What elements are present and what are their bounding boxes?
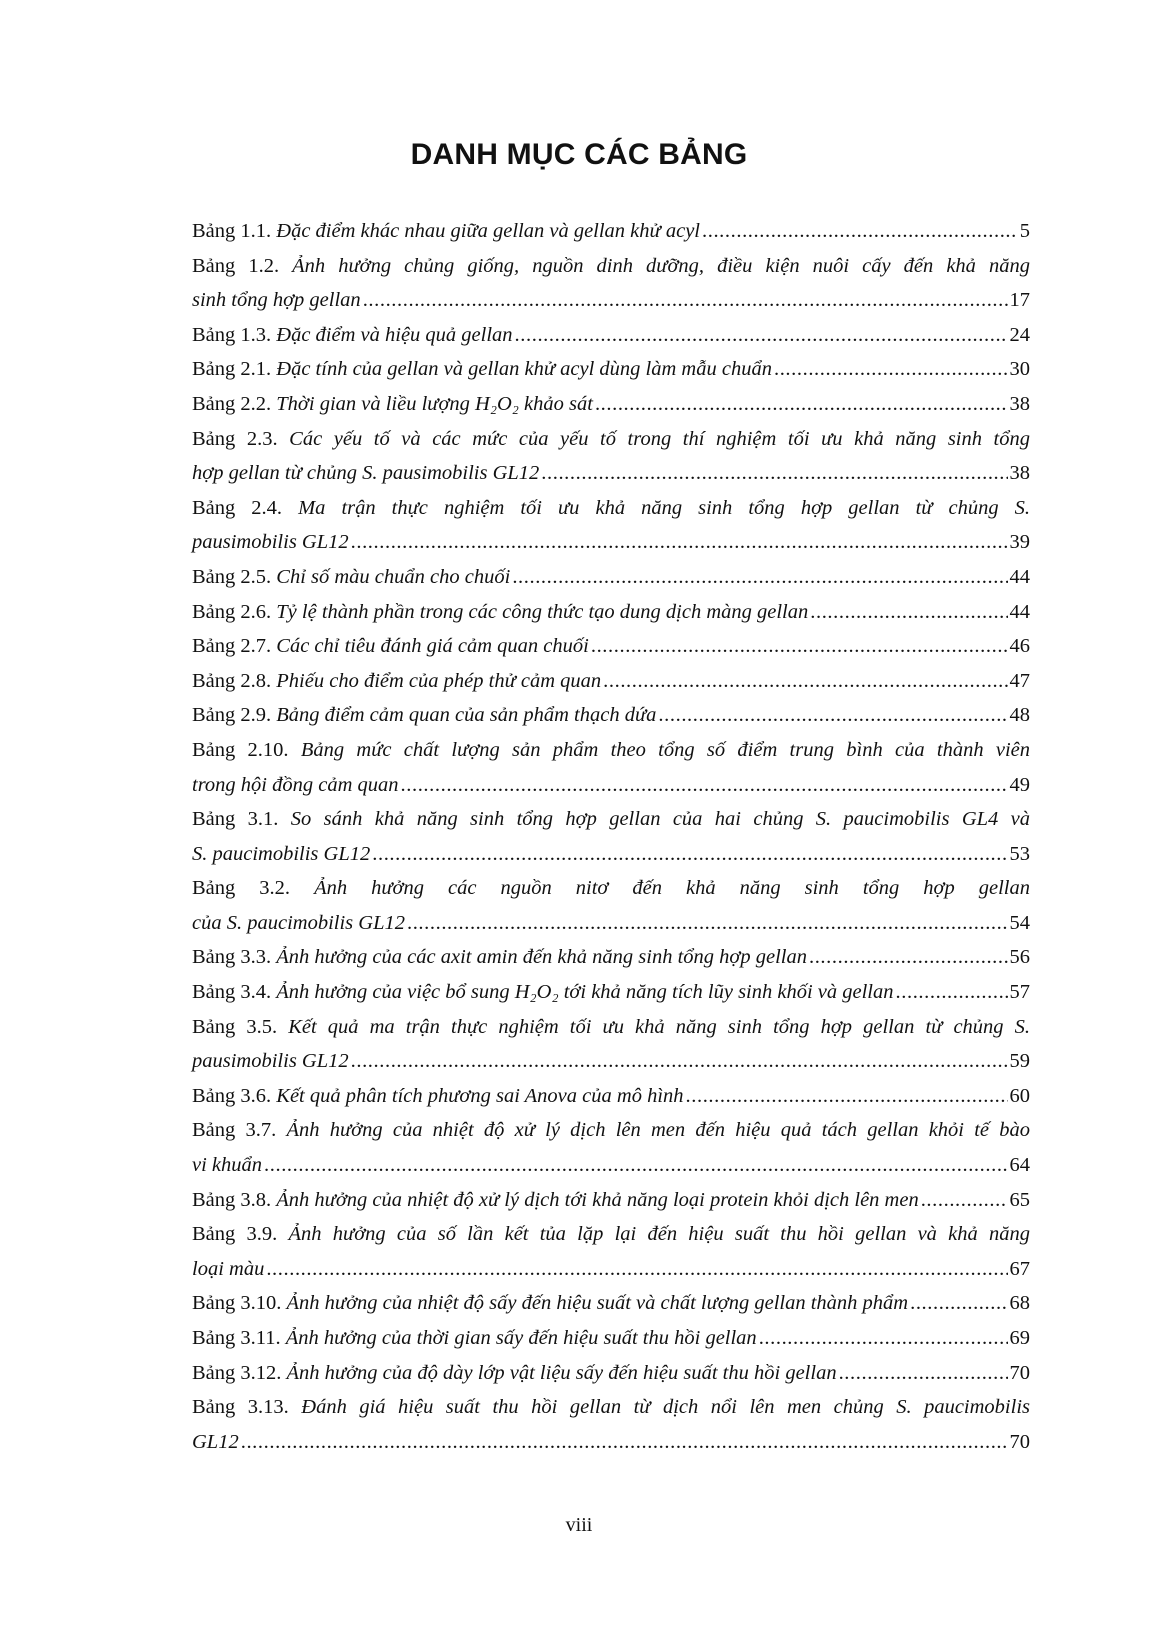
page-ref: 57 [1009,981,1030,1004]
toc-entry[interactable] [192,249,1030,318]
table-label: Bảng 2.4. [192,496,283,519]
table-caption-continued: S. paucimobilis GL12 [192,842,371,865]
table-caption: Phiếu cho điểm của phép thử cảm quan [276,669,602,692]
toc-entry[interactable] [192,387,1030,422]
table-label: Bảng 3.5. [192,1015,278,1038]
table-caption: Ảnh hưởng của thời gian sấy đến hiệu suất thu hồi gellan [285,1327,757,1349]
toc-entry[interactable] [192,422,1030,491]
toc-entry[interactable] [192,664,1030,699]
table-label: Bảng 2.8. [192,669,272,692]
table-caption: Đánh giá hiệu suất thu hồi gellan từ dịch nổi lên men chủng S. paucimobilis [301,1396,1030,1419]
dot-leader [910,1286,1007,1321]
page-ref: 17 [1009,289,1030,312]
page-ref: 44 [1009,565,1030,588]
page-ref: 38 [1009,392,1030,415]
dot-leader [372,837,1007,872]
table-caption: Ảnh hưởng của các axit amin đến khả năng sinh tổng hợp gellan [276,946,807,969]
dot-leader [809,940,1008,975]
table-caption: Tỷ lệ thành phần trong các công thức tạo dung dịch màng gellan [276,600,809,623]
page-ref: 48 [1009,704,1030,727]
table-label: Bảng 2.9. [192,704,272,727]
dot-leader [686,1079,1008,1114]
page-number: viii [565,1514,593,1536]
table-caption: Ảnh hưởng của nhiệt độ xử lý dịch tới khả năng loại protein khỏi dịch lên men [276,1188,919,1211]
table-label: Bảng 3.10. [192,1292,282,1315]
toc-entry[interactable] [192,1113,1030,1182]
table-caption: Các yếu tố và các mức của yếu tố trong thí nghiệm tối ưu khả năng sinh tổng [289,427,1031,450]
table-label: Bảng 1.3. [192,323,272,346]
page-ref: 64 [1009,1154,1030,1177]
toc-entry[interactable] [192,802,1030,871]
dot-leader [363,283,1008,318]
table-label: Bảng 3.1. [192,808,279,831]
page-ref: 67 [1009,1257,1030,1280]
dot-leader [541,456,1007,491]
dot-leader [591,629,1008,664]
dot-leader [351,1044,1008,1079]
page-title: DANH MỤC CÁC BẢNG [410,138,748,171]
page-ref: 5 [1019,220,1030,242]
page-ref: 24 [1009,323,1030,346]
toc-entry[interactable] [192,975,1030,1010]
dot-leader [401,768,1008,803]
table-label: Bảng 3.12. [192,1361,282,1384]
toc-entry[interactable] [192,1010,1030,1079]
table-label: Bảng 2.2. [192,392,272,415]
dot-leader [896,975,1008,1010]
page-ref: 39 [1009,531,1030,554]
table-label: Bảng 3.7. [192,1119,277,1142]
table-label: Bảng 1.2. [192,254,280,277]
page-ref: 70 [1009,1361,1030,1384]
toc-entry[interactable] [192,1217,1030,1286]
table-caption: So sánh khả năng sinh tổng hợp gellan của hai chủng S. paucimobilis GL4 và [290,808,1030,831]
dot-leader [264,1148,1007,1183]
table-caption: Kết quả ma trận thực nghiệm tối ưu khả năng sinh tổng hợp gellan từ chủng S. [288,1015,1031,1038]
toc-entry[interactable] [192,560,1030,595]
table-caption-continued: của S. paucimobilis GL12 [192,911,405,934]
toc-entry[interactable] [192,871,1030,940]
page-ref: 54 [1009,911,1030,934]
table-caption-continued: hợp gellan từ chủng S. pausimobilis GL12 [192,462,540,485]
page-ref: 47 [1009,669,1030,692]
page-ref: 56 [1009,946,1030,969]
dot-leader [921,1183,1008,1218]
page-ref: 30 [1009,358,1030,381]
table-caption: Đặc điểm và hiệu quả gellan [276,323,513,346]
table-label: Bảng 3.9. [192,1223,278,1246]
table-caption: Ảnh hưởng của nhiệt độ xử lý dịch lên men đến hiệu quả tách gellan khỏi tế bào [286,1119,1030,1142]
toc-entry[interactable] [192,318,1030,353]
dot-leader [774,352,1008,387]
table-label: Bảng 2.10. [192,738,289,761]
toc-entry[interactable] [192,1356,1030,1391]
page-ref: 53 [1009,842,1030,865]
toc-entry[interactable] [192,1079,1030,1114]
toc-entry[interactable] [192,629,1030,664]
dot-leader [407,906,1008,941]
dot-leader [702,214,1018,249]
table-caption: Đặc điểm khác nhau giữa gellan và gellan khử acyl [276,220,700,242]
dot-leader [839,1356,1008,1391]
dot-leader [658,698,1007,733]
dot-leader [266,1252,1007,1287]
table-label: Bảng 2.1. [192,358,272,381]
dot-leader [241,1425,1008,1460]
toc-entry[interactable] [192,1321,1030,1356]
table-caption-continued: loại màu [192,1257,265,1280]
page-ref: 46 [1009,635,1030,658]
dot-leader [351,525,1008,560]
page-ref: 38 [1009,462,1030,485]
table-caption-continued: pausimobilis GL12 [192,1050,349,1073]
toc-entry[interactable] [192,1183,1030,1218]
toc-entry[interactable] [192,733,1030,802]
table-caption: Các chỉ tiêu đánh giá cảm quan chuối [276,635,589,658]
table-caption-continued: sinh tổng hợp gellan [192,289,361,312]
table-label: Bảng 3.4. [192,981,272,1004]
page-ref: 69 [1009,1327,1030,1349]
dot-leader [512,560,1007,595]
table-caption: Ảnh hưởng chủng giống, nguồn dinh dưỡng, điều kiện nuôi cấy đến khả năng [292,254,1030,277]
table-caption: Thời gian và liều lượng H₂O₂ khảo sát [276,392,593,415]
table-caption-continued: vi khuẩn [192,1154,263,1177]
table-caption-continued: GL12 [192,1430,239,1453]
table-label: Bảng 2.3. [192,427,278,450]
page-ref: 70 [1009,1430,1030,1453]
page-ref: 49 [1009,773,1030,796]
page-ref: 59 [1009,1050,1030,1073]
table-caption-continued: pausimobilis GL12 [192,531,349,554]
page-ref: 68 [1009,1292,1030,1315]
page-ref: 60 [1009,1084,1030,1107]
table-caption: Ma trận thực nghiệm tối ưu khả năng sinh tổng hợp gellan từ chủng S. [298,496,1030,519]
toc-entry[interactable] [192,595,1030,630]
toc-entry[interactable] [192,352,1030,387]
table-label: Bảng 3.11. [192,1327,281,1349]
table-label: Bảng 3.13. [192,1396,289,1419]
table-label: Bảng 2.7. [192,635,272,658]
table-label: Bảng 1.1. [192,220,272,242]
table-label: Bảng 2.5. [192,565,272,588]
table-caption: Ảnh hưởng của nhiệt độ sấy đến hiệu suất và chất lượng gellan thành phẩm [286,1292,909,1315]
table-list [192,214,1030,1459]
table-label: Bảng 3.8. [192,1188,272,1211]
table-caption-continued: trong hội đồng cảm quan [192,773,399,796]
table-caption: Chỉ số màu chuẩn cho chuối [276,565,511,588]
table-caption: Bảng mức chất lượng sản phẩm theo tổng số điểm trung bình của thành viên [300,738,1031,761]
table-caption: Đặc tính của gellan và gellan khử acyl dùng làm mẫu chuẩn [276,358,772,381]
dot-leader [595,387,1008,422]
toc-entry[interactable] [192,1390,1030,1459]
toc-entry[interactable] [192,491,1030,560]
table-caption: Kết quả phân tích phương sai Anova của mô hình [276,1084,684,1107]
toc-entry[interactable] [192,1286,1030,1321]
table-caption: Ảnh hưởng của số lần kết tủa lặp lại đến hiệu suất thu hồi gellan và khả năng [288,1223,1031,1246]
table-caption: Ảnh hưởng của việc bổ sung H₂O₂ tới khả năng tích lũy sinh khối và gellan [276,981,894,1004]
dot-leader [759,1321,1008,1356]
table-caption: Ảnh hưởng các nguồn nitơ đến khả năng sinh tổng hợp gellan [314,877,1030,900]
table-caption: Bảng điểm cảm quan của sản phẩm thạch dứa [276,704,657,727]
page-ref: 65 [1009,1188,1030,1211]
dot-leader [603,664,1007,699]
table-label: Bảng 3.6. [192,1084,272,1107]
table-label: Bảng 3.3. [192,946,272,969]
dot-leader [515,318,1008,353]
toc-entry[interactable] [192,940,1030,975]
table-label: Bảng 2.6. [192,600,272,623]
page-ref: 44 [1009,600,1030,623]
toc-entry[interactable] [192,214,1030,249]
dot-leader [810,595,1007,630]
toc-entry[interactable] [192,698,1030,733]
table-caption: Ảnh hưởng của độ dày lớp vật liệu sấy đến hiệu suất thu hồi gellan [286,1361,837,1384]
table-label: Bảng 3.2. [192,877,291,900]
